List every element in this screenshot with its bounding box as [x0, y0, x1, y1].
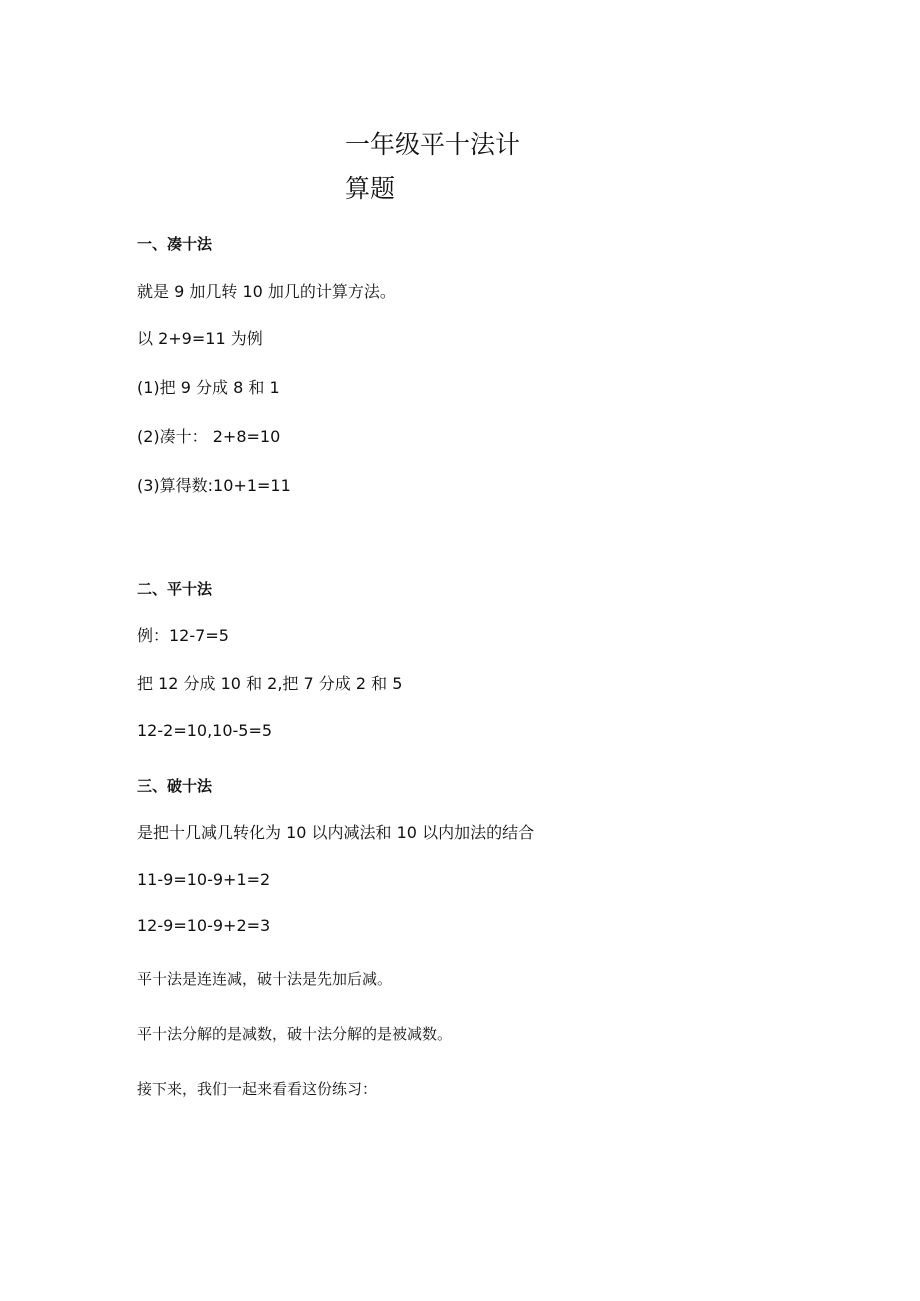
section2-line-2: 把 12 分成 10 和 2,把 7 分成 2 和 5: [137, 674, 403, 693]
section-heading-ping-shi-fa: 二、平十法: [137, 580, 213, 598]
section1-line-3: (1)把 9 分成 8 和 1: [137, 378, 280, 397]
section2-line-3: 12-2=10,10-5=5: [137, 721, 273, 740]
section2-line-1: 例：12-7=5: [137, 626, 229, 645]
section1-line-2: 以 2+9=11 为例: [137, 329, 263, 348]
section-heading-cou-shi-fa: 一、凑十法: [137, 235, 213, 253]
section3-line-3: 12-9=10-9+2=3: [137, 916, 271, 935]
section1-line-5: (3)算得数:10+1=11: [137, 476, 291, 495]
note-line-1: 平十法是连连减，破十法是先加后减。: [137, 970, 393, 988]
section1-line-1: 就是 9 加几转 10 加几的计算方法。: [137, 282, 396, 301]
section3-line-1: 是把十几减几转化为 10 以内减法和 10 以内加法的结合: [137, 823, 535, 842]
document-title-line-1: 一年级平十法计: [345, 130, 521, 159]
section1-line-4: (2)凑十： 2+8=10: [137, 427, 281, 446]
note-line-3: 接下来，我们一起来看看这份练习：: [137, 1080, 378, 1098]
section-heading-po-shi-fa: 三、破十法: [137, 777, 213, 795]
note-line-2: 平十法分解的是减数，破十法分解的是被减数。: [137, 1025, 453, 1043]
section3-line-2: 11-9=10-9+1=2: [137, 870, 271, 889]
document-title-line-2: 算题: [345, 174, 396, 203]
